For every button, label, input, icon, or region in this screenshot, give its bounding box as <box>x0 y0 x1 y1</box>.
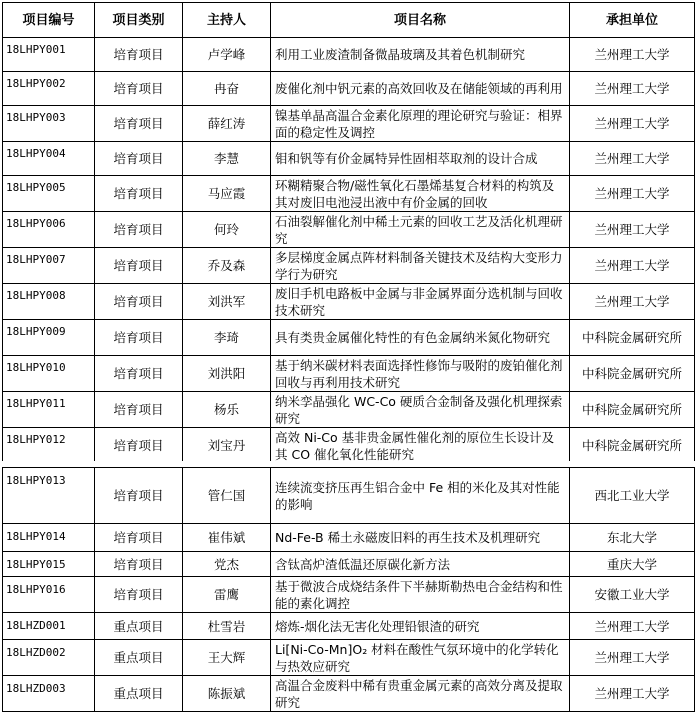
project-type: 培育项目 <box>95 284 183 320</box>
project-type: 培育项目 <box>95 106 183 142</box>
project-unit: 重庆大学 <box>570 552 695 577</box>
project-unit: 兰州理工大学 <box>570 212 695 248</box>
project-name: 石油裂解催化剂中稀土元素的回收工艺及活化机理研究 <box>271 212 570 248</box>
project-leader: 党杰 <box>183 552 271 577</box>
project-leader: 李慧 <box>183 142 271 176</box>
project-code: 18LHPY003 <box>3 106 95 142</box>
project-code: 18LHZD002 <box>3 640 95 676</box>
project-type: 重点项目 <box>95 640 183 676</box>
project-leader: 李琦 <box>183 320 271 356</box>
table-row <box>3 577 695 613</box>
project-name: 熔炼-烟化法无害化处理铅银渣的研究 <box>271 613 570 640</box>
project-unit: 中科院金属研究所 <box>570 392 695 428</box>
project-type: 培育项目 <box>95 552 183 577</box>
table-row <box>3 106 695 142</box>
table-row <box>3 38 695 72</box>
header-type: 项目类别 <box>95 3 183 38</box>
project-unit: 安徽工业大学 <box>570 577 695 613</box>
project-name: 具有类贵金属催化特性的有色金属纳米氮化物研究 <box>271 320 570 356</box>
project-code: 18LHPY014 <box>3 524 95 552</box>
project-leader: 薛红涛 <box>183 106 271 142</box>
project-unit: 兰州理工大学 <box>570 248 695 284</box>
project-code: 18LHPY012 <box>3 428 95 464</box>
project-code: 18LHZD003 <box>3 676 95 712</box>
table-row <box>3 142 695 176</box>
header-name: 项目名称 <box>271 3 570 38</box>
project-leader: 何玲 <box>183 212 271 248</box>
project-code: 18LHPY015 <box>3 552 95 577</box>
project-name: 废催化剂中钒元素的高效回收及在储能领域的再利用 <box>271 72 570 106</box>
project-name: 纳米孪晶强化 WC-Co 硬质合金制备及强化机理探索研究 <box>271 392 570 428</box>
header-code: 项目编号 <box>3 3 95 38</box>
project-unit: 兰州理工大学 <box>570 106 695 142</box>
project-type: 培育项目 <box>95 38 183 72</box>
project-leader: 卢学峰 <box>183 38 271 72</box>
project-leader: 杨乐 <box>183 392 271 428</box>
project-leader: 马应霞 <box>183 176 271 212</box>
project-code: 18LHPY007 <box>3 248 95 284</box>
project-type: 培育项目 <box>95 468 183 524</box>
project-code: 18LHPY016 <box>3 577 95 613</box>
project-name: 连续流变挤压再生铝合金中 Fe 相的米化及其对性能的影响 <box>271 468 570 524</box>
project-name: 基于纳米碳材料表面选择性修饰与吸附的废铂催化剂回收与再利用技术研究 <box>271 356 570 392</box>
project-type: 培育项目 <box>95 142 183 176</box>
project-type: 培育项目 <box>95 392 183 428</box>
project-name: 镍基单晶高温合金素化原理的理论研究与验证：相界面的稳定性及调控 <box>271 106 570 142</box>
project-unit: 兰州理工大学 <box>570 72 695 106</box>
table-row <box>3 392 695 428</box>
project-unit: 兰州理工大学 <box>570 284 695 320</box>
table-row <box>3 320 695 356</box>
project-code: 18LHPY004 <box>3 142 95 176</box>
table-row <box>3 524 695 552</box>
project-type: 培育项目 <box>95 212 183 248</box>
project-code: 18LHPY005 <box>3 176 95 212</box>
table-row <box>3 248 695 284</box>
project-table-top <box>2 2 695 464</box>
project-type: 培育项目 <box>95 176 183 212</box>
project-name: 环糊精聚合物/磁性氧化石墨烯基复合材料的构筑及其对废旧电池浸出液中有价金属的回收 <box>271 176 570 212</box>
project-unit: 兰州理工大学 <box>570 176 695 212</box>
project-leader: 管仁国 <box>183 468 271 524</box>
table-row <box>3 356 695 392</box>
project-type: 重点项目 <box>95 676 183 712</box>
project-type: 培育项目 <box>95 577 183 613</box>
project-unit: 中科院金属研究所 <box>570 428 695 464</box>
project-unit: 兰州理工大学 <box>570 613 695 640</box>
project-unit: 兰州理工大学 <box>570 640 695 676</box>
project-leader: 乔及森 <box>183 248 271 284</box>
project-name: 利用工业废渣制备微晶玻璃及其着色机制研究 <box>271 38 570 72</box>
project-code: 18LHPY006 <box>3 212 95 248</box>
project-leader: 王大辉 <box>183 640 271 676</box>
project-unit: 中科院金属研究所 <box>570 356 695 392</box>
project-code: 18LHPY002 <box>3 72 95 106</box>
project-type: 培育项目 <box>95 524 183 552</box>
project-unit: 东北大学 <box>570 524 695 552</box>
project-name: 含钛高炉渣低温还原碳化新方法 <box>271 552 570 577</box>
project-leader: 刘洪阳 <box>183 356 271 392</box>
project-name: 高效 Ni-Co 基非贵金属性催化剂的原位生长设计及其 CO 催化氧化性能研究 <box>271 428 570 464</box>
project-code: 18LHPY010 <box>3 356 95 392</box>
project-leader: 崔伟斌 <box>183 524 271 552</box>
project-name: Nd-Fe-B 稀土永磁废旧料的再生技术及机理研究 <box>271 524 570 552</box>
table-row <box>3 676 695 712</box>
project-leader: 刘宝丹 <box>183 428 271 464</box>
project-name: 基于微波合成烧结条件下半赫斯勒热电合金结构和性能的素化调控 <box>271 577 570 613</box>
project-leader: 陈振斌 <box>183 676 271 712</box>
project-leader: 雷鹰 <box>183 577 271 613</box>
table-row <box>3 613 695 640</box>
project-name: 废旧手机电路板中金属与非金属界面分选机制与回收技术研究 <box>271 284 570 320</box>
project-leader: 冉奋 <box>183 72 271 106</box>
project-name: 钼和钒等有价金属特异性固相萃取剂的设计合成 <box>271 142 570 176</box>
table-row <box>3 212 695 248</box>
project-code: 18LHPY013 <box>3 468 95 524</box>
project-type: 培育项目 <box>95 428 183 464</box>
project-code: 18LHZD001 <box>3 613 95 640</box>
table-row <box>3 468 695 524</box>
table-row <box>3 284 695 320</box>
project-unit: 兰州理工大学 <box>570 142 695 176</box>
project-code: 18LHPY009 <box>3 320 95 356</box>
table-header-row <box>3 3 695 38</box>
project-unit: 兰州理工大学 <box>570 38 695 72</box>
project-leader: 杜雪岩 <box>183 613 271 640</box>
table-row <box>3 428 695 464</box>
project-code: 18LHPY008 <box>3 284 95 320</box>
project-name: 多层梯度金属点阵材料制备关键技术及结构大变形力学行为研究 <box>271 248 570 284</box>
project-type: 培育项目 <box>95 72 183 106</box>
table-row <box>3 176 695 212</box>
project-type: 培育项目 <box>95 356 183 392</box>
project-unit: 兰州理工大学 <box>570 676 695 712</box>
project-type: 重点项目 <box>95 613 183 640</box>
project-name: Li[Ni-Co-Mn]O₂ 材料在酸性气氛环境中的化学转化与热效应研究 <box>271 640 570 676</box>
project-table-bottom <box>2 467 695 712</box>
table-row <box>3 640 695 676</box>
project-unit: 西北工业大学 <box>570 468 695 524</box>
table-row <box>3 72 695 106</box>
project-unit: 中科院金属研究所 <box>570 320 695 356</box>
project-code: 18LHPY001 <box>3 38 95 72</box>
project-type: 培育项目 <box>95 320 183 356</box>
table-row <box>3 552 695 577</box>
project-name: 高温合金废料中稀有贵重金属元素的高效分离及提取研究 <box>271 676 570 712</box>
project-leader: 刘洪军 <box>183 284 271 320</box>
header-leader: 主持人 <box>183 3 271 38</box>
header-unit: 承担单位 <box>570 3 695 38</box>
project-type: 培育项目 <box>95 248 183 284</box>
project-code: 18LHPY011 <box>3 392 95 428</box>
